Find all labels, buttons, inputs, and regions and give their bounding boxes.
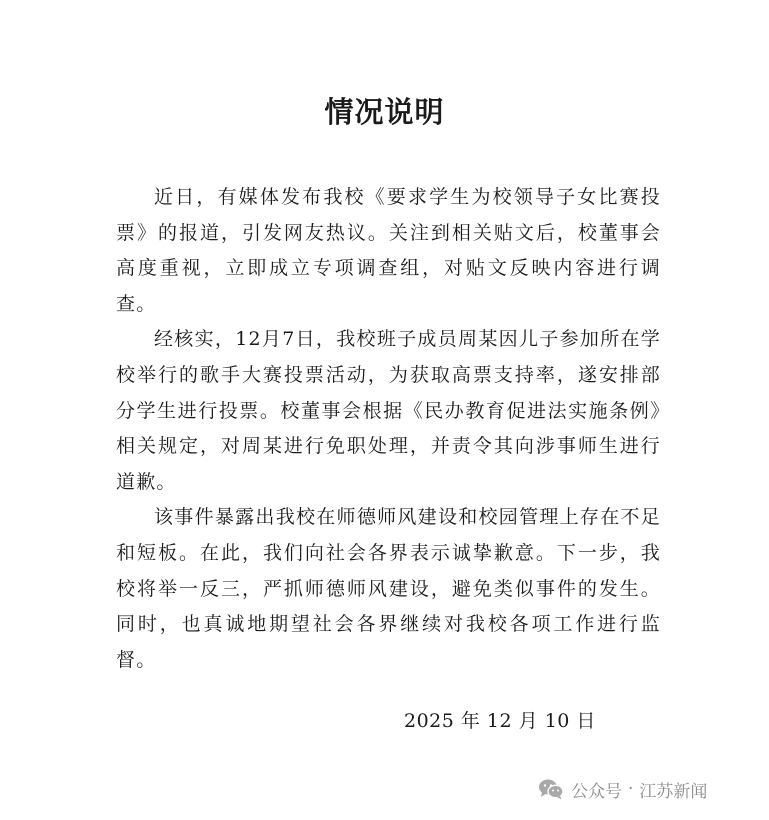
document-body: [116, 180, 661, 678]
document-title: 情况说明: [324, 95, 445, 129]
wechat-icon: [538, 778, 564, 800]
watermark-separator: ·: [628, 779, 634, 799]
wechat-watermark: [538, 776, 707, 802]
paragraph-2: 经核实，12月7日，我校班子成员周某因儿子参加所在学校举行的歌手大赛投票活动，为获取高票支持率，遂安排部分学生进行投票。校董事会根据《民办教育促进法实施条例》相关规定，对周某进行免职处理，并责令其向涉事师生进行道歉。: [116, 328, 661, 493]
document-date: 2025 年 12 月 10 日: [404, 710, 596, 732]
paragraph-1: 近日，有媒体发布我校《要求学生为校领导子女比赛投票》的报道，引发网友热议。关注到相关贴文后，校董事会高度重视，立即成立专项调查组，对贴文反映内容进行调查。: [116, 186, 661, 315]
watermark-label: 公众号: [571, 781, 622, 802]
watermark-account: 江苏新闻: [639, 781, 708, 802]
paragraph-3: 该事件暴露出我校在师德师风建设和校园管理上存在不足和短板。在此，我们向社会各界表示诚挚歉意。下一步，我校将举一反三，严抓师德师风建设，避免类似事件的发生。同时，也真诚地期望社会各界继续对我校各项工作进行监督。: [116, 506, 661, 671]
